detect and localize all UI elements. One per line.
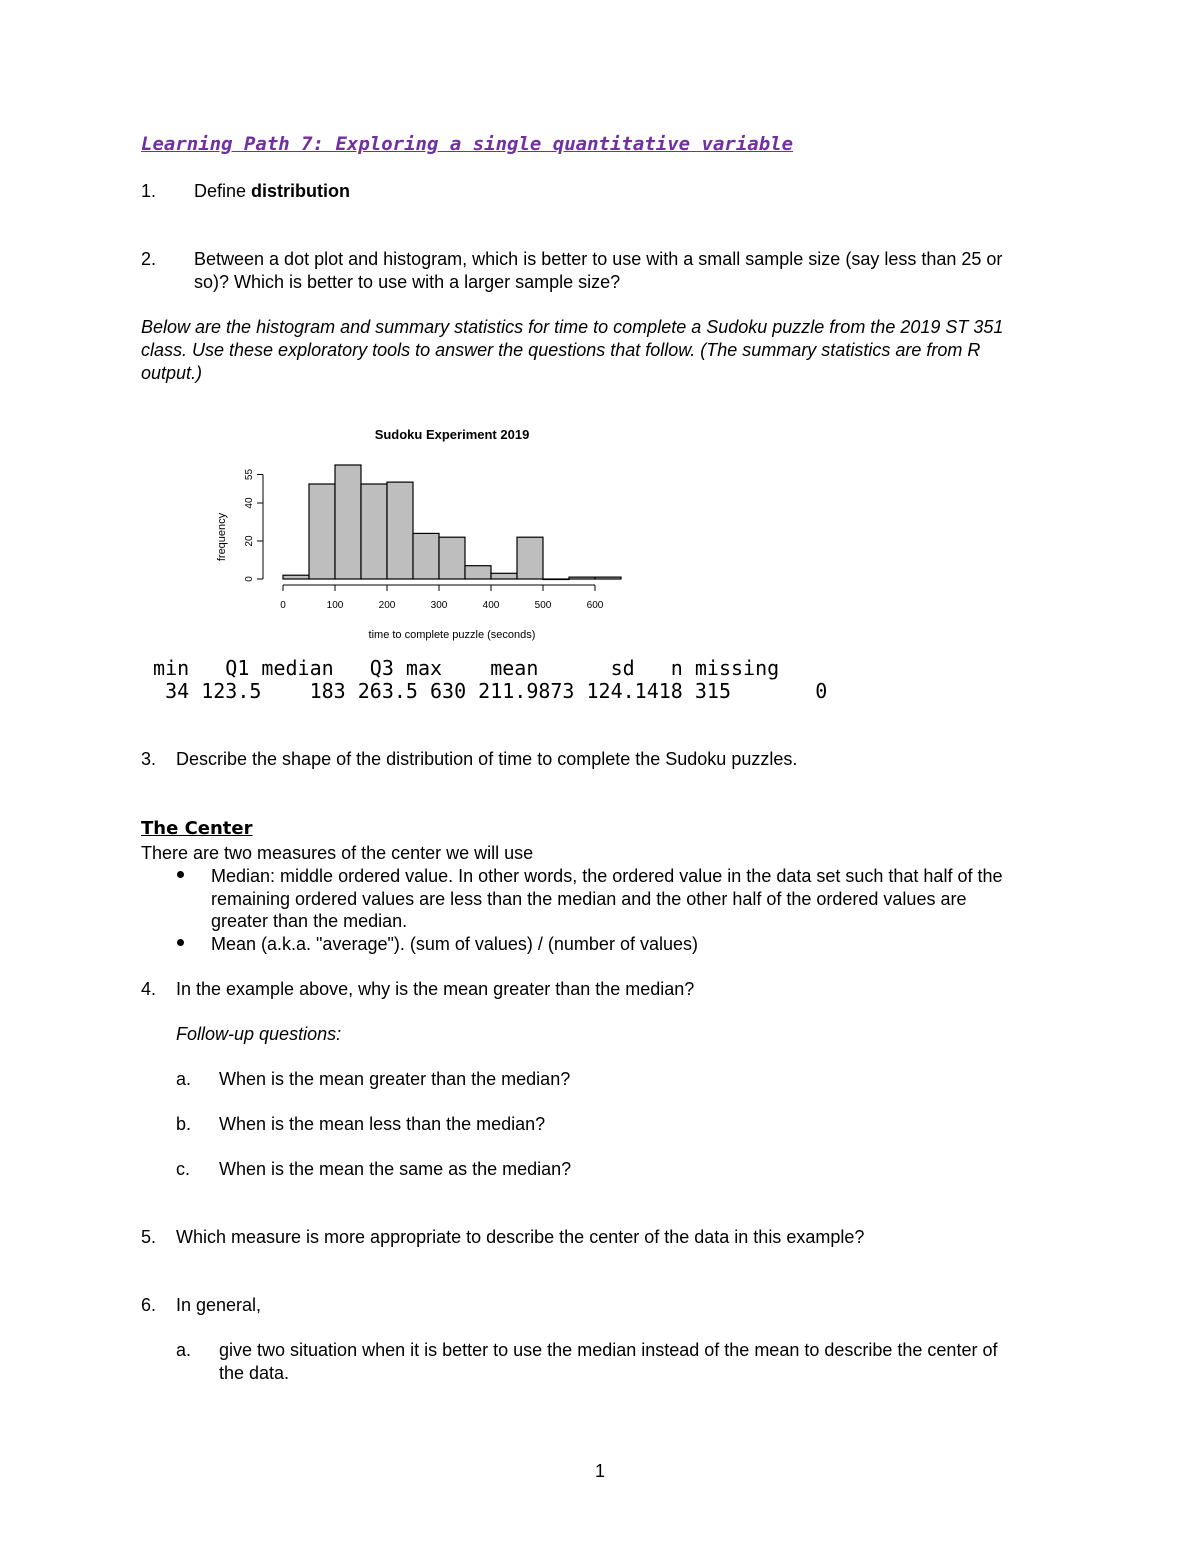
intro-line-2: class. Use these exploratory tools to answer the questions that follow. (The summary statistics are from R <box>141 340 981 360</box>
question-4-number: 4. <box>141 979 157 999</box>
intro-line-3: output.) <box>141 363 203 383</box>
question-6a-letter: a. <box>176 1340 192 1360</box>
center-intro: There are two measures of the center we will use <box>141 843 534 863</box>
question-1-prefix: Define <box>194 181 252 201</box>
x-tick-label: 0 <box>280 600 286 611</box>
question-4c-letter: c. <box>176 1159 191 1179</box>
question-3-number: 3. <box>141 749 157 769</box>
chart-y-label: frequency <box>216 512 228 562</box>
histogram-bar <box>309 484 335 579</box>
x-tick-label: 200 <box>378 600 396 611</box>
question-2-line-2: so)? Which is better to use with a larger sample size? <box>194 272 621 292</box>
question-4-text: In the example above, why is the mean greater than the median? <box>176 979 695 999</box>
histogram-bar <box>335 465 361 579</box>
question-4b-letter: b. <box>176 1114 192 1134</box>
bullet-median-line-1: Median: middle ordered value. In other words, the ordered value in the data set such that half of the <box>211 866 1003 886</box>
x-tick-label: 100 <box>326 600 344 611</box>
histogram-bar <box>465 566 491 579</box>
page-title: Learning Path 7: Exploring a single quantitative variable <box>141 133 794 155</box>
question-6a-line-2: the data. <box>219 1363 290 1383</box>
x-tick-label: 500 <box>534 600 552 611</box>
summary-values: 34 123.5 183 263.5 630 211.9873 124.1418 315 0 <box>141 679 828 703</box>
histogram-bar <box>387 482 413 579</box>
bullet-icon <box>177 939 184 946</box>
summary-header: min Q1 median Q3 max mean sd n missing <box>141 656 780 680</box>
histogram-bar <box>595 577 621 579</box>
chart-x-label: time to complete puzzle (seconds) <box>368 629 536 641</box>
question-6a-line-1: give two situation when it is better to use the median instead of the mean to describe the center of <box>219 1340 998 1360</box>
intro-line-1: Below are the histogram and summary statistics for time to complete a Sudoku puzzle from the 2019 ST 351 <box>141 317 1004 337</box>
bullet-median-line-3: greater than the median. <box>211 911 408 931</box>
question-3-text: Describe the shape of the distribution of time to complete the Sudoku puzzles. <box>176 749 798 769</box>
question-6-number: 6. <box>141 1295 157 1315</box>
bullet-icon <box>177 871 184 878</box>
histogram-bar <box>569 577 595 579</box>
y-tick-label: 55 <box>244 468 255 481</box>
histogram-bar <box>439 537 465 579</box>
question-4c-text: When is the mean the same as the median? <box>219 1159 572 1179</box>
histogram-bar <box>491 573 517 579</box>
bullet-mean: Mean (a.k.a. "average"). (sum of values) / (number of values) <box>211 934 698 954</box>
chart-title: Sudoku Experiment 2019 <box>374 427 530 442</box>
question-2-number: 2. <box>141 249 157 269</box>
y-tick-label: 0 <box>244 576 255 582</box>
y-tick-label: 40 <box>244 497 255 509</box>
histogram-bar <box>413 533 439 579</box>
question-1-term: distribution <box>251 181 351 201</box>
followup-label: Follow-up questions: <box>176 1024 342 1044</box>
question-2-line-1: Between a dot plot and histogram, which is better to use with a small sample size (say less than 25 or <box>194 249 1003 269</box>
histogram-bar <box>361 484 387 579</box>
question-5-number: 5. <box>141 1227 157 1247</box>
question-5-text: Which measure is more appropriate to describe the center of the data in this example? <box>176 1227 865 1247</box>
x-tick-label: 300 <box>430 600 448 611</box>
x-tick-label: 600 <box>586 600 604 611</box>
x-tick-label: 400 <box>482 600 500 611</box>
histogram-bar <box>517 537 543 579</box>
page-number: 1 <box>594 1461 606 1481</box>
histogram-chart <box>200 415 640 650</box>
bullet-median-line-2: remaining ordered values are less than the median and the other half of the ordered values are <box>211 889 967 909</box>
question-1-text <box>194 180 350 202</box>
question-4a-text: When is the mean greater than the median? <box>219 1069 571 1089</box>
question-1-number: 1. <box>141 181 157 201</box>
histogram-bar <box>543 579 569 580</box>
section-heading-center: The Center <box>141 818 253 839</box>
question-4a-letter: a. <box>176 1069 192 1089</box>
histogram-bar <box>283 575 309 579</box>
question-4b-text: When is the mean less than the median? <box>219 1114 546 1134</box>
question-6-text: In general, <box>176 1295 262 1315</box>
y-tick-label: 20 <box>244 535 255 547</box>
